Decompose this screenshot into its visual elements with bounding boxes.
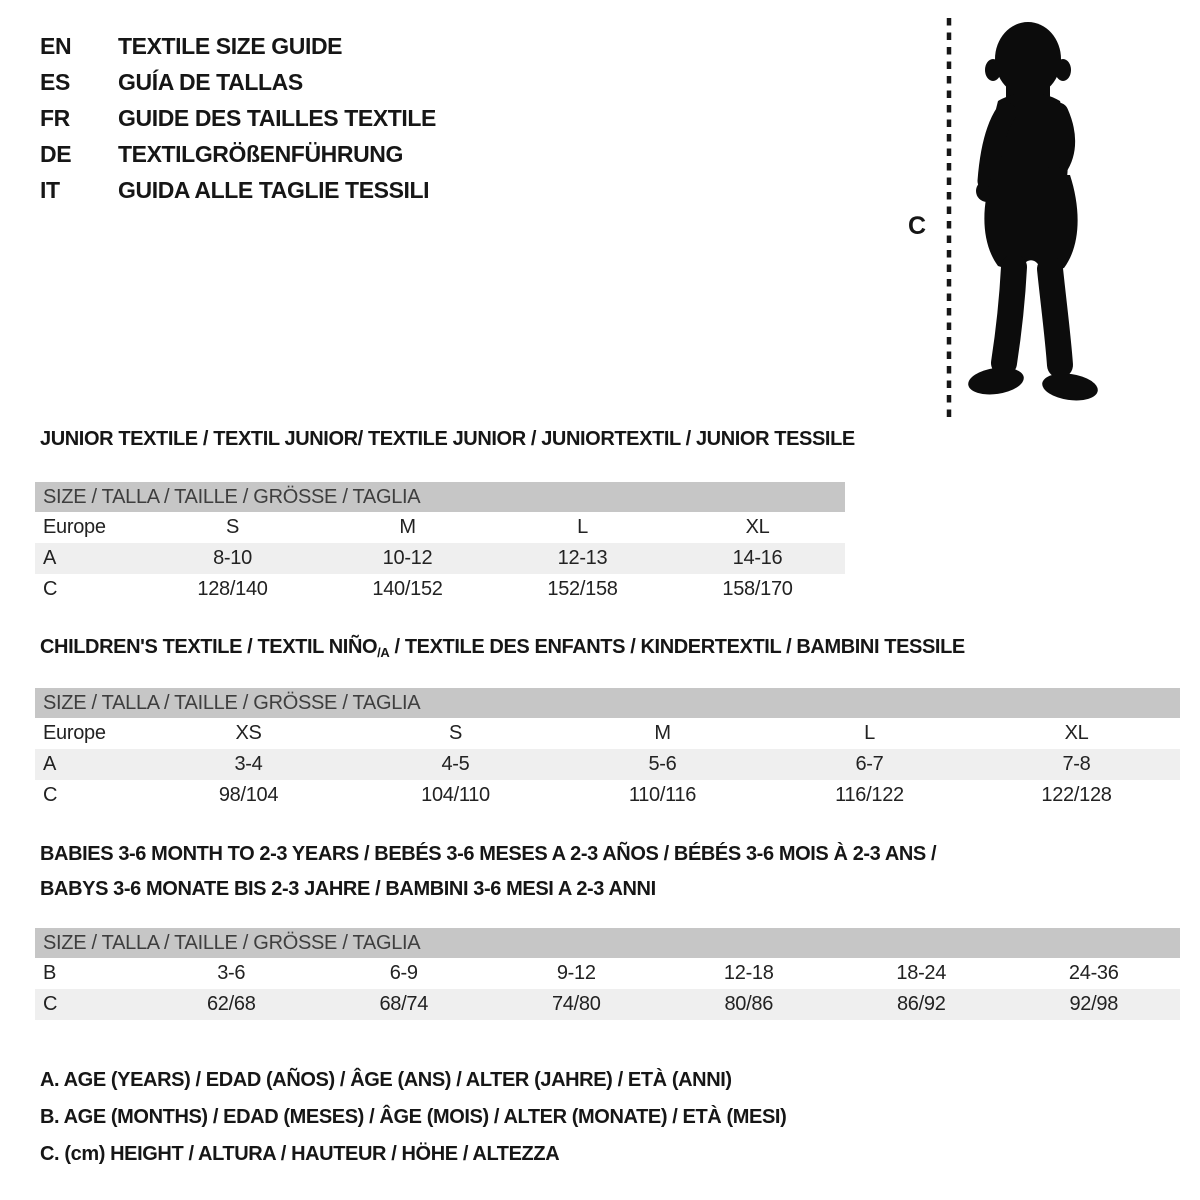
baby-silhouette xyxy=(962,14,1142,416)
junior-textile-section xyxy=(35,428,855,608)
language-row xyxy=(40,172,436,208)
data-cell: 62/68 xyxy=(206,993,256,1015)
data-cell: 158/170 xyxy=(722,578,793,600)
title-subscript: /A xyxy=(377,645,390,660)
data-cell: 68/74 xyxy=(379,993,429,1015)
data-cell: 10-12 xyxy=(382,547,433,569)
table-row xyxy=(35,780,1180,811)
data-cell: 5-6 xyxy=(648,753,677,775)
data-cell: 18-24 xyxy=(896,962,947,984)
data-cell: 14-16 xyxy=(732,547,783,569)
data-cell: 9-12 xyxy=(556,962,596,984)
data-cell: XL xyxy=(1064,722,1089,744)
row-header-cell: C xyxy=(43,578,58,600)
language-code: ES xyxy=(40,68,70,95)
legend-line-b: B. AGE (MONTHS) / EDAD (MESES) / ÂGE (MOIS) / ALTER (MONATE) / ETÀ (MESI) xyxy=(40,1106,787,1128)
guide-title: GUIDE DES TAILLES TEXTILE xyxy=(118,104,436,131)
data-cell: 74/80 xyxy=(551,993,601,1015)
data-cell: 140/152 xyxy=(372,578,443,600)
table-row xyxy=(35,989,1180,1020)
language-code: DE xyxy=(40,140,72,167)
language-code: EN xyxy=(40,32,72,59)
data-cell: 80/86 xyxy=(724,993,774,1015)
title-part: / TEXTILE DES ENFANTS / KINDERTEXTIL / BAMBINI TESSILE xyxy=(389,636,965,658)
data-cell: 92/98 xyxy=(1069,993,1119,1015)
table-row xyxy=(35,543,845,574)
legend-line-a: A. AGE (YEARS) / EDAD (AÑOS) / ÂGE (ANS) / ALTER (JAHRE) / ETÀ (ANNI) xyxy=(40,1069,732,1091)
data-cell: 4-5 xyxy=(441,753,470,775)
measure-label-c: C xyxy=(908,212,927,240)
data-cell: S xyxy=(225,516,240,538)
row-header-cell: B xyxy=(43,962,57,984)
language-row xyxy=(40,100,436,136)
size-header-bar: SIZE / TALLA / TAILLE / GRÖSSE / TAGLIA xyxy=(35,688,1180,718)
data-cell: 12-18 xyxy=(723,962,774,984)
data-cell: 24-36 xyxy=(1068,962,1119,984)
guide-title: TEXTILE SIZE GUIDE xyxy=(118,32,343,59)
size-header-bar: SIZE / TALLA / TAILLE / GRÖSSE / TAGLIA xyxy=(35,482,845,512)
babies-textile-section xyxy=(35,843,1180,1025)
data-cell: 110/116 xyxy=(628,784,697,806)
data-cell: 116/122 xyxy=(835,784,904,806)
row-header-cell: A xyxy=(43,547,57,569)
data-cell: 98/104 xyxy=(218,784,279,806)
row-header-cell: Europe xyxy=(43,516,106,538)
data-cell: 8-10 xyxy=(213,547,252,569)
data-cell: M xyxy=(654,722,671,744)
measure-legend xyxy=(40,1062,786,1173)
data-cell: 122/128 xyxy=(1041,784,1112,806)
language-row xyxy=(40,28,436,64)
height-measure-dashed-line xyxy=(944,18,954,418)
table-row xyxy=(35,749,1180,780)
data-cell: S xyxy=(448,722,463,744)
guide-title: GUIDA ALLE TAGLIE TESSILI xyxy=(118,176,430,203)
section-title xyxy=(40,636,965,660)
data-cell: 6-7 xyxy=(855,753,884,775)
language-code: FR xyxy=(40,104,70,131)
language-code: IT xyxy=(40,176,60,203)
size-header-bar: SIZE / TALLA / TAILLE / GRÖSSE / TAGLIA xyxy=(35,928,1180,958)
data-cell: 152/158 xyxy=(547,578,618,600)
data-cell: XL xyxy=(745,516,770,538)
data-cell: 3-6 xyxy=(217,962,246,984)
data-cell: L xyxy=(577,516,588,538)
section-title: JUNIOR TEXTILE / TEXTIL JUNIOR/ TEXTILE JUNIOR / JUNIORTEXTIL / JUNIOR TESSILE xyxy=(40,428,855,450)
language-row xyxy=(40,64,436,100)
data-cell: 104/110 xyxy=(421,784,490,806)
row-header-cell: A xyxy=(43,753,57,775)
data-cell: 12-13 xyxy=(557,547,608,569)
guide-title: TEXTILGRÖßENFÜHRUNG xyxy=(118,140,403,167)
section-title-line2: BABYS 3-6 MONATE BIS 2-3 JAHRE / BAMBINI 3-6 MESI A 2-3 ANNI xyxy=(40,878,656,900)
data-cell: XS xyxy=(235,722,262,744)
data-cell: L xyxy=(864,722,875,744)
table-row xyxy=(35,512,845,543)
data-cell: M xyxy=(399,516,416,538)
table-row xyxy=(35,574,845,605)
table-row xyxy=(35,958,1180,989)
row-header-cell: Europe xyxy=(43,722,106,744)
table-row xyxy=(35,718,1180,749)
section-title-line1: BABIES 3-6 MONTH TO 2-3 YEARS / BEBÉS 3-6 MESES A 2-3 AÑOS / BÉBÉS 3-6 MOIS À 2-3 ANS / xyxy=(40,843,937,865)
row-header-cell: C xyxy=(43,993,58,1015)
data-cell: 6-9 xyxy=(389,962,418,984)
guide-title: GUÍA DE TALLAS xyxy=(118,68,303,95)
language-row xyxy=(40,136,436,172)
language-title-list xyxy=(40,28,436,208)
title-part: CHILDREN'S TEXTILE / TEXTIL NIÑO xyxy=(40,636,378,658)
row-header-cell: C xyxy=(43,784,58,806)
childrens-textile-section xyxy=(35,636,1180,816)
data-cell: 7-8 xyxy=(1062,753,1091,775)
data-cell: 86/92 xyxy=(896,993,946,1015)
data-cell: 3-4 xyxy=(234,753,263,775)
data-cell: 128/140 xyxy=(197,578,268,600)
legend-line-c: C. (cm) HEIGHT / ALTURA / HAUTEUR / HÖHE / ALTEZZA xyxy=(40,1143,560,1165)
